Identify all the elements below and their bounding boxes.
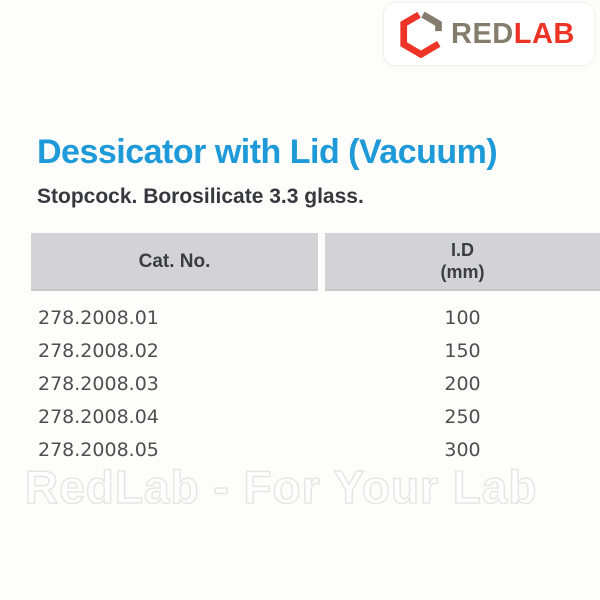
column-header-cat-no-label: Cat. No.: [138, 251, 211, 272]
brand-name-lab-part: LAB: [513, 17, 575, 50]
table-body: [31, 301, 600, 466]
id-mm-cell: 200: [444, 372, 481, 395]
cat-no-cell: 278.2008.05: [38, 438, 159, 461]
column-header-id-mm: [325, 233, 600, 291]
watermark-text: RedLab - For Your Lab: [25, 461, 538, 513]
product-spec-table: [31, 233, 600, 466]
id-mm-cell: 100: [444, 306, 481, 329]
cat-no-cell: 278.2008.03: [38, 372, 159, 395]
cat-no-cell: 278.2008.02: [38, 339, 159, 362]
column-header-cat-no: [31, 233, 318, 291]
table-row: [31, 367, 600, 400]
table-row: [31, 400, 600, 433]
column-header-id-label: I.D: [450, 240, 474, 261]
column-header-mm-label: (mm): [440, 262, 485, 282]
brand-name: [451, 18, 575, 51]
id-mm-cell: 150: [444, 339, 481, 362]
table-row: [31, 334, 600, 367]
brand-logo: [383, 2, 595, 66]
page-title: Dessicator with Lid (Vacuum): [37, 133, 498, 171]
id-mm-cell: 250: [444, 405, 481, 428]
page-subtitle: Stopcock. Borosilicate 3.3 glass.: [37, 185, 364, 208]
hexagon-logo-icon: [397, 10, 445, 58]
table-header-row: [31, 233, 600, 291]
cat-no-cell: 278.2008.01: [38, 306, 159, 329]
id-mm-cell: 300: [444, 438, 481, 461]
cat-no-cell: 278.2008.04: [38, 405, 159, 428]
table-row: [31, 301, 600, 334]
brand-name-red-part: RED: [451, 17, 514, 50]
